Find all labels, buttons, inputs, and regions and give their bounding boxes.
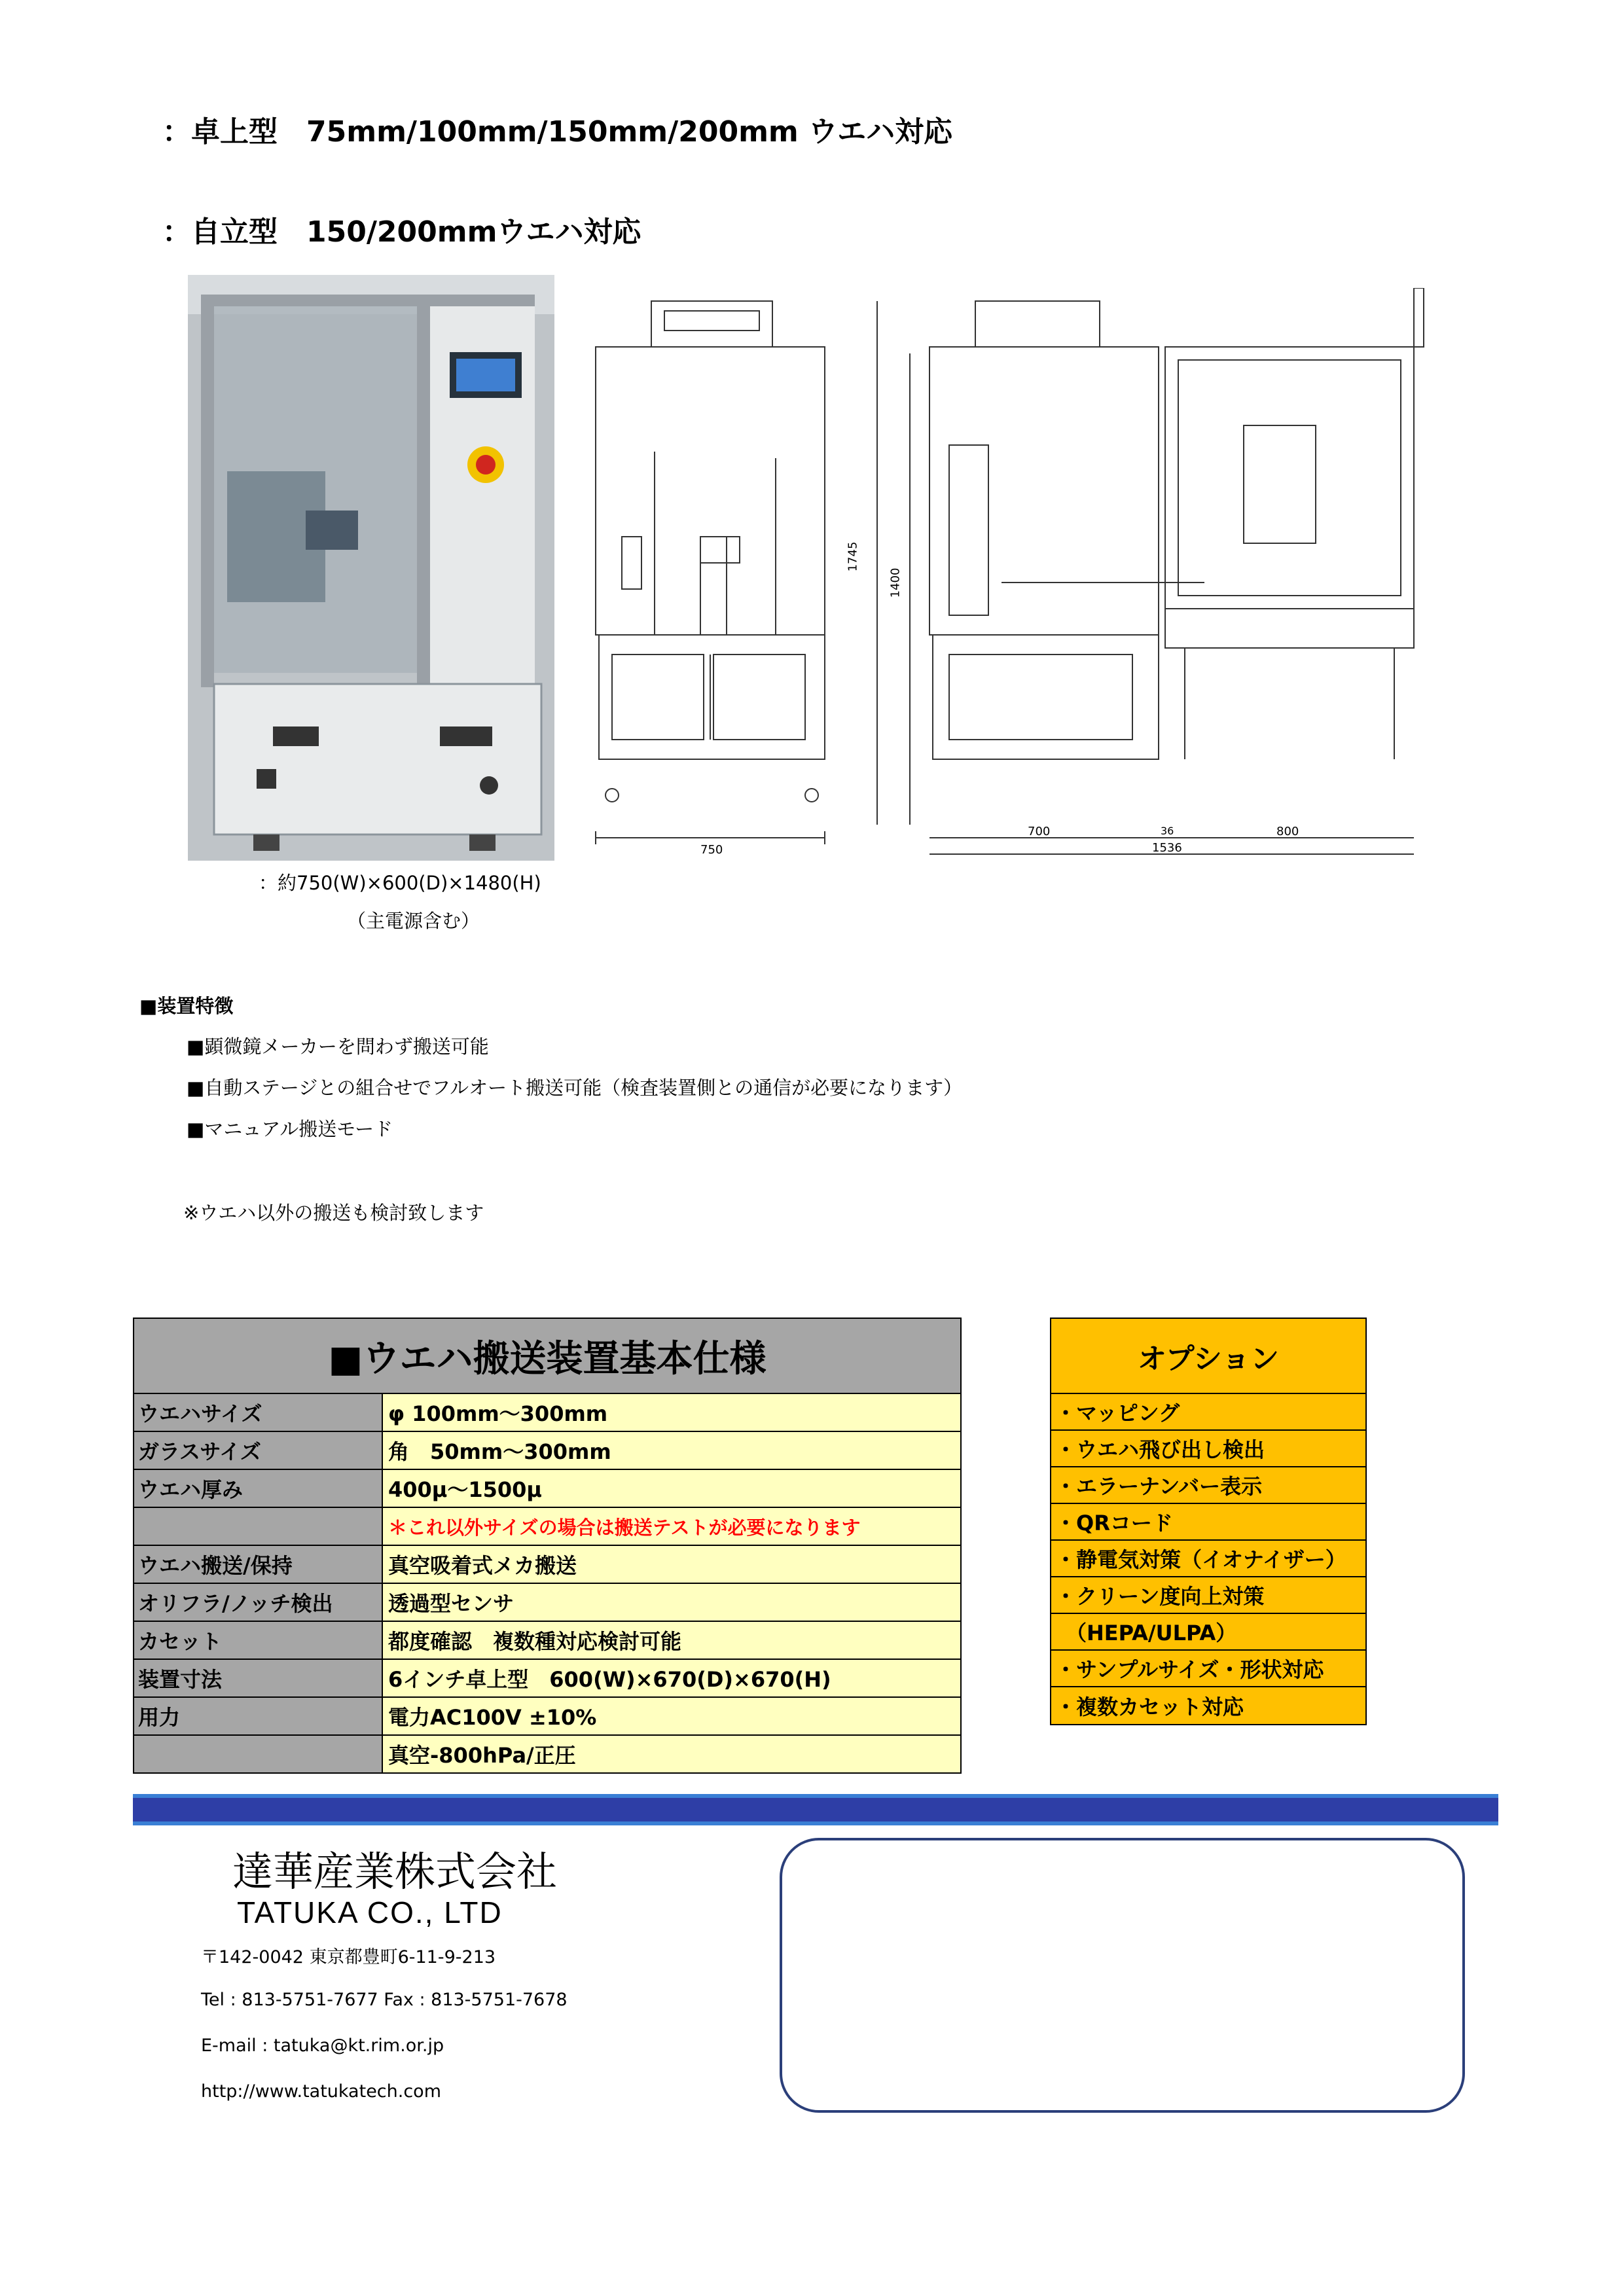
side-height-total: 1745 (846, 541, 860, 572)
option-item: ・静電気対策（イオナイザー） (1051, 1541, 1365, 1577)
footer-divider-bar (133, 1794, 1498, 1825)
company-tel-fax: Tel : 813-5751-7677 Fax : 813-5751-7678 (201, 1990, 568, 2010)
option-item: ・エラーナンバー表示 (1051, 1467, 1365, 1504)
spec-label (134, 1508, 383, 1545)
blank-stamp-box (780, 1838, 1465, 2113)
spec-label: ガラスサイズ (134, 1432, 383, 1469)
spec-value: 400μ～1500μ (383, 1470, 960, 1507)
side-w1: 700 (1028, 825, 1051, 838)
option-item: ・複数カセット対応 (1051, 1687, 1365, 1724)
company-address: 〒142-0042 東京都豊町6-11-9-213 (201, 1947, 496, 1967)
photo-caption-size: ：約750(W)×600(D)×1480(H) (259, 872, 541, 894)
company-email[interactable]: E-mail : tatuka@kt.rim.or.jp (201, 2036, 444, 2056)
spec-note: ＊これ以外サイズの場合は搬送テストが必要になります (383, 1508, 960, 1545)
spec-table (133, 1318, 962, 1774)
side-height-inner: 1400 (888, 567, 903, 598)
spec-value: 透過型センサ (383, 1584, 960, 1621)
spec-label: 用力 (134, 1698, 383, 1734)
option-title: オプション (1051, 1319, 1365, 1394)
option-item: ・クリーン度向上対策 (1051, 1577, 1365, 1614)
side-w3: 800 (1276, 825, 1299, 838)
spec-row (134, 1736, 960, 1772)
spec-label: ウエハ搬送/保持 (134, 1546, 383, 1583)
spec-row (134, 1394, 960, 1432)
heading-desktop: ：卓上型 75mm/100mm/150mm/200mm ウエハ対応 (162, 115, 953, 149)
features-note: ※ウエハ以外の搬送も検討致します (183, 1202, 484, 1224)
spec-row (134, 1546, 960, 1584)
spec-row (134, 1470, 960, 1508)
option-item: ・ウエハ飛び出し検出 (1051, 1431, 1365, 1467)
spec-row (134, 1584, 960, 1622)
spec-label: ウエハ厚み (134, 1470, 383, 1507)
side-total: 1536 (1152, 841, 1182, 855)
spec-label: 装置寸法 (134, 1660, 383, 1696)
spec-value: 電力AC100V ±10% (383, 1698, 960, 1734)
spec-label: カセット (134, 1622, 383, 1659)
spec-value: 真空-800hPa/正圧 (383, 1736, 960, 1772)
option-item: ・サンプルサイズ・形状対応 (1051, 1651, 1365, 1687)
spec-value: φ 100mm～300mm (383, 1394, 960, 1431)
spec-row (134, 1660, 960, 1698)
feature-item: ■マニュアル搬送モード (187, 1118, 393, 1140)
option-item: （HEPA/ULPA） (1051, 1614, 1365, 1651)
option-table (1050, 1318, 1367, 1725)
heading-standalone: ：自立型 150/200mmウエハ対応 (162, 215, 641, 249)
spec-value: 都度確認 複数種対応検討可能 (383, 1622, 960, 1659)
spec-value: 真空吸着式メカ搬送 (383, 1546, 960, 1583)
option-item: ・マッピング (1051, 1394, 1365, 1431)
spec-value: 角 50mm～300mm (383, 1432, 960, 1469)
features-title: ■装置特徴 (139, 995, 234, 1017)
spec-label: オリフラ/ノッチ検出 (134, 1584, 383, 1621)
company-name-jp: 達華産業株式会社 (232, 1848, 558, 1895)
spec-row (134, 1508, 960, 1546)
spec-label: ウエハサイズ (134, 1394, 383, 1431)
company-name-en: TATUKA CO., LTD (237, 1895, 503, 1929)
photo-caption-note: （主電源含む） (347, 910, 480, 932)
spec-row (134, 1698, 960, 1736)
front-view-drawing (583, 288, 844, 864)
front-width-dim: 750 (700, 843, 723, 857)
spec-title: ■ウエハ搬送装置基本仕様 (134, 1319, 960, 1394)
spec-row (134, 1432, 960, 1470)
feature-item: ■自動ステージとの組合せでフルオート搬送可能（検査装置側との通信が必要になります） (187, 1077, 963, 1099)
option-item: ・QRコード (1051, 1504, 1365, 1541)
equipment-photo (188, 275, 554, 861)
spec-label (134, 1736, 383, 1772)
company-url[interactable]: http://www.tatukatech.com (201, 2081, 442, 2102)
spec-value: 6インチ卓上型 600(W)×670(D)×670(H) (383, 1660, 960, 1696)
side-w2: 36 (1161, 825, 1174, 837)
side-view-drawing (846, 288, 1427, 864)
spec-row (134, 1622, 960, 1660)
feature-item: ■顕微鏡メーカーを問わず搬送可能 (187, 1035, 489, 1058)
